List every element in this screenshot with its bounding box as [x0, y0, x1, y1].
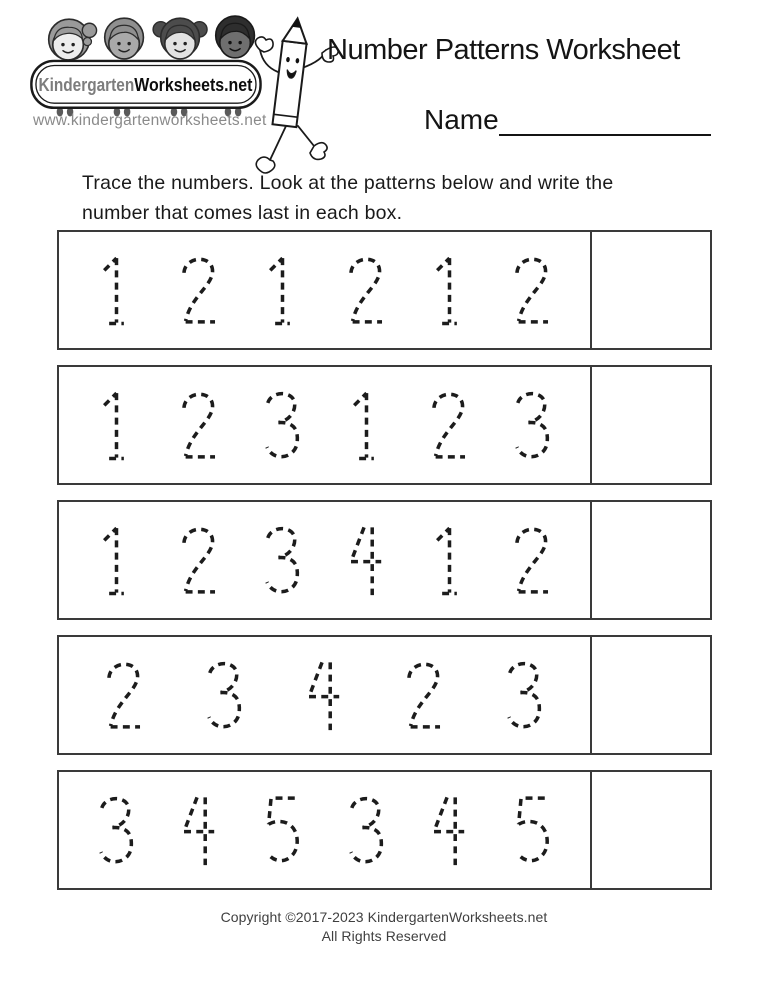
trace-digit-3[interactable] — [92, 790, 141, 870]
trace-row-1 — [57, 230, 712, 350]
trace-digit-4[interactable] — [342, 520, 391, 600]
trace-digit-2[interactable] — [175, 385, 224, 465]
name-field-row — [424, 104, 711, 136]
trace-row-5 — [57, 770, 712, 890]
answer-box-3[interactable] — [590, 502, 710, 618]
trace-digit-1[interactable] — [92, 520, 141, 600]
trace-row-3 — [57, 500, 712, 620]
kid-boy-gray-icon — [105, 18, 144, 59]
trace-digit-4[interactable] — [425, 790, 474, 870]
name-label: Name — [424, 104, 499, 135]
answer-box-4[interactable] — [590, 637, 710, 753]
footer — [0, 908, 768, 946]
trace-row-2 — [57, 365, 712, 485]
trace-digit-1[interactable] — [92, 385, 141, 465]
rights-text: All Rights Reserved — [321, 927, 447, 944]
trace-digit-3[interactable] — [342, 790, 391, 870]
trace-digit-3[interactable] — [200, 655, 249, 735]
trace-digit-2[interactable] — [342, 250, 391, 330]
trace-digit-2[interactable] — [100, 655, 149, 735]
kindergartenworksheets-logo — [28, 10, 268, 125]
logo-text-kindergarten: Kindergarten — [38, 73, 135, 95]
trace-digit-2[interactable] — [508, 520, 557, 600]
answer-box-2[interactable] — [590, 367, 710, 483]
trace-digit-4[interactable] — [300, 655, 349, 735]
kid-girl-ponytail-icon — [49, 19, 97, 60]
trace-digit-2[interactable] — [508, 250, 557, 330]
name-input-line[interactable] — [499, 106, 711, 136]
website-url: www.kindergartenworksheets.net — [33, 112, 267, 129]
trace-digit-3[interactable] — [508, 385, 557, 465]
trace-digit-4[interactable] — [175, 790, 224, 870]
pattern-area — [59, 367, 590, 483]
trace-digit-3[interactable] — [500, 655, 549, 735]
pattern-area — [59, 772, 590, 888]
answer-box-5[interactable] — [590, 772, 710, 888]
trace-digit-2[interactable] — [175, 520, 224, 600]
trace-digit-1[interactable] — [92, 250, 141, 330]
trace-digit-1[interactable] — [425, 520, 474, 600]
svg-text:KindergartenWorksheets.net — [39, 74, 253, 95]
answer-box-1[interactable] — [590, 232, 710, 348]
trace-digit-1[interactable] — [342, 385, 391, 465]
instructions-text: Trace the numbers. Look at the patterns below and write the number that comes last in each box. — [82, 172, 614, 225]
logo-text-worksheets: Worksheets.net — [134, 73, 253, 95]
logo-banner — [31, 61, 260, 108]
trace-digit-3[interactable] — [258, 385, 307, 465]
pattern-area — [59, 637, 590, 753]
trace-digit-5[interactable] — [508, 790, 557, 870]
kids-logo-illustration — [28, 10, 268, 120]
pattern-area — [59, 232, 590, 348]
page-title: Number Patterns Worksheet — [327, 34, 680, 66]
kid-girl-pigtails-icon — [153, 18, 207, 59]
pattern-area — [59, 502, 590, 618]
trace-rows-container — [57, 230, 712, 905]
copyright-text: Copyright ©2017-2023 KindergartenWorksheets.net — [220, 909, 548, 925]
trace-digit-2[interactable] — [425, 385, 474, 465]
trace-digit-2[interactable] — [175, 250, 224, 330]
trace-row-4 — [57, 635, 712, 755]
trace-digit-3[interactable] — [258, 520, 307, 600]
trace-digit-5[interactable] — [258, 790, 307, 870]
trace-digit-1[interactable] — [258, 250, 307, 330]
trace-digit-1[interactable] — [425, 250, 474, 330]
trace-digit-2[interactable] — [400, 655, 449, 735]
